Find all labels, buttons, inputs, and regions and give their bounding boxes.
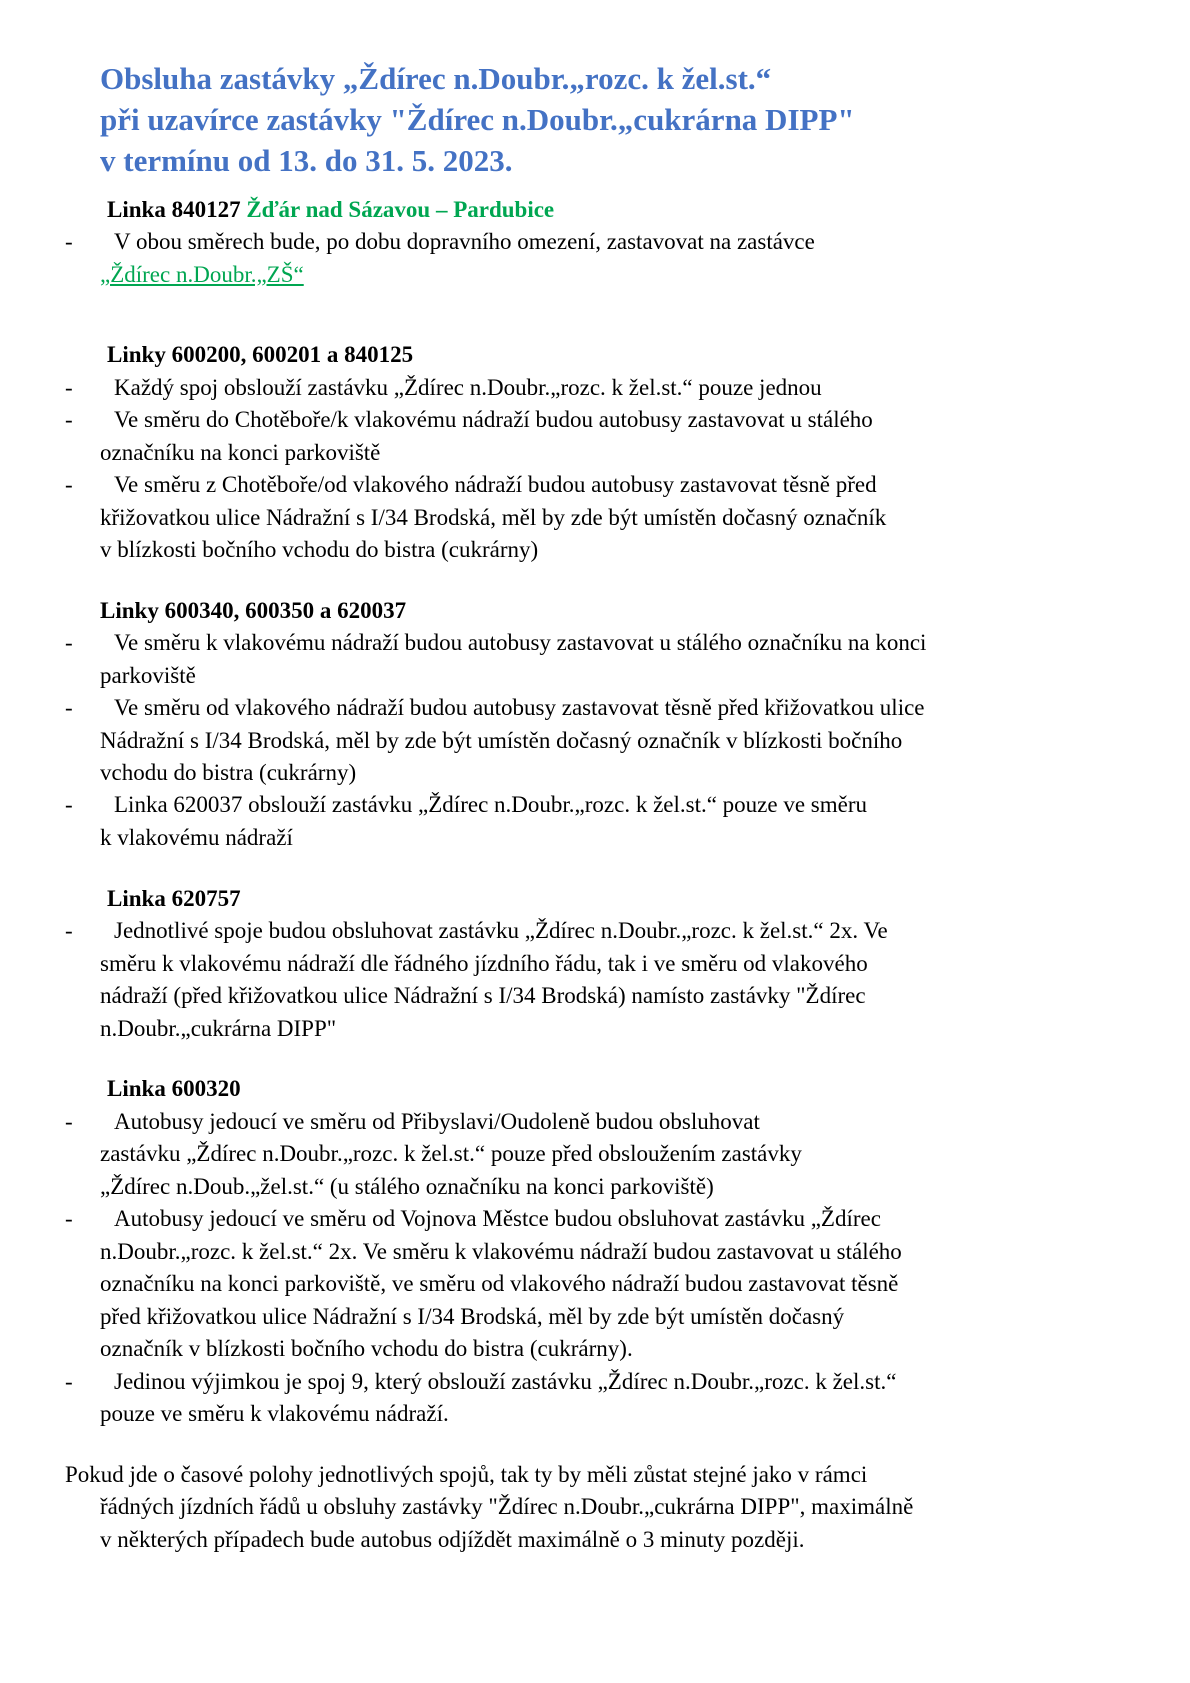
page-title bbox=[100, 58, 855, 181]
stop-link[interactable]: „Ždírec n.Doubr.„ZŠ“ bbox=[100, 262, 304, 287]
route-name: Žďár nad Sázavou – Pardubice bbox=[246, 197, 555, 222]
bullet-dash: - bbox=[65, 229, 73, 254]
bullet-dash: - bbox=[65, 407, 73, 432]
bullet-dash: - bbox=[65, 472, 73, 497]
title-line-1: Obsluha zastávky „Ždírec n.Doubr.„rozc. k žel.st.“ bbox=[100, 61, 772, 96]
bullet-dash: - bbox=[65, 1206, 73, 1231]
section-heading: Linka 620757 bbox=[107, 886, 241, 911]
bullet-dash: - bbox=[65, 630, 73, 655]
bullet-dash: - bbox=[65, 1369, 73, 1394]
document-page: Obsluha zastávky „Ždírec n.Doubr.„rozc. k žel.st.“ při uzavírce zastávky "Ždírec n.Doubr.„cukrárna DIPP" v termínu od 13. do 31. 5. 2023. Linka 840127 Žďár nad Sázavou – Pardubice - V obou směrech bude, po dobu dopravního omezení, zastavovat na zastávce „Ždírec n.Doubr.„ZŠ“ Linky 600200, 600201 a 840125 - Každý spoj obslouží zastávku „Ždírec n.Doubr.„rozc. k žel.st.“ pouze jednou - Ve směru do Chotěboře/k vlakovému nádraží budou autobusy zastavovat u stálého označníku na konci parkoviště - Ve směru z Chotěboře/od vlakového nádraží budou autobusy zastavovat těsně před křižovatkou ulice Nádražní s I/34 Brodská, měl by zde být umístěn dočasný označník v blízkosti bočního vchodu do bistra (cukrárny) Linky 600340, 600350 a 620037 - Ve směru k vlakovému nádraží budou autobusy zastavovat u stálého označníku na konci parkoviště - Ve směru od vlakového nádraží budou autobusy zastavovat těsně před křižovatkou ulice Nádražní s I/34 Brodská, měl by zde být umístěn dočasný označník v blízkosti bočního vchodu do bistra (cukrárny) - Linka 620037 obslouží zastávku „Ždírec n.Doubr.„rozc. k žel.st.“ pouze ve směru k vlakovému nádraží Linka 620757 - Jednotlivé spoje budou obsluhovat zastávku „Ždírec n.Doubr.„rozc. k žel.st.“ 2x. Ve směru k vlakovému nádraží dle řádného jízdního řádu, tak i ve směru od vlakového nádraží (před křižovatkou ulice Nádražní s I/34 Brodská) namísto zastávky "Ždírec n.Doubr.„cukrárna DIPP" Linka 600320 - Autobusy jedoucí ve směru od Přibyslavi/Oudoleně budou obsluhovat zastávku „Ždírec n.Doubr.„rozc. k žel.st.“ pouze před obsloužením zastávky „Ždírec n.Doub.„žel.st.“ (u stálého označníku na konci parkoviště) - Autobusy jedoucí ve směru od Vojnova Městce budou obsluhovat zastávku „Ždírec n.Doubr.„rozc. k žel.st.“ 2x. Ve směru k vlakovému nádraží budou zastavovat u stálého označníku na konci parkoviště, ve směru od vlakového nádraží budou zastavovat těsně před křižovatkou ulice Nádražní s I/34 Brodská, měl by zde být umístěn dočasný označník v blízkosti bočního vchodu do bistra (cukrárny). - Jedinou výjimkou je spoj 9, který obslouží zastávku „Ždírec n.Doubr.„rozc. k žel.st.“ pouze ve směru k vlakovému nádraží. Pokud jde o časové polohy jednotlivých spojů, tak ty by měli zůstat stejné jako v rámci řádných jízdních řádů u obsluhy zastávky "Ždírec n.Doubr.„cukrárna DIPP", maximálně v některých případech bude autobus odjíždět maximálně o 3 minuty později. bbox=[0, 0, 1190, 1683]
section-heading: Linka 840127 Žďár nad Sázavou – Pardubice bbox=[107, 197, 555, 222]
title-line-2: při uzavírce zastávky "Ždírec n.Doubr.„cukrárna DIPP" bbox=[100, 102, 855, 137]
bullet-dash: - bbox=[65, 1109, 73, 1134]
bullet-dash: - bbox=[65, 375, 73, 400]
section-heading: Linky 600200, 600201 a 840125 bbox=[107, 342, 414, 367]
section-heading: Linky 600340, 600350 a 620037 bbox=[100, 598, 407, 623]
bullet-dash: - bbox=[65, 695, 73, 720]
title-line-3: v termínu od 13. do 31. 5. 2023. bbox=[100, 143, 513, 178]
bullet-dash: - bbox=[65, 792, 73, 817]
section-heading: Linka 600320 bbox=[107, 1076, 241, 1101]
bullet-dash: - bbox=[65, 918, 73, 943]
